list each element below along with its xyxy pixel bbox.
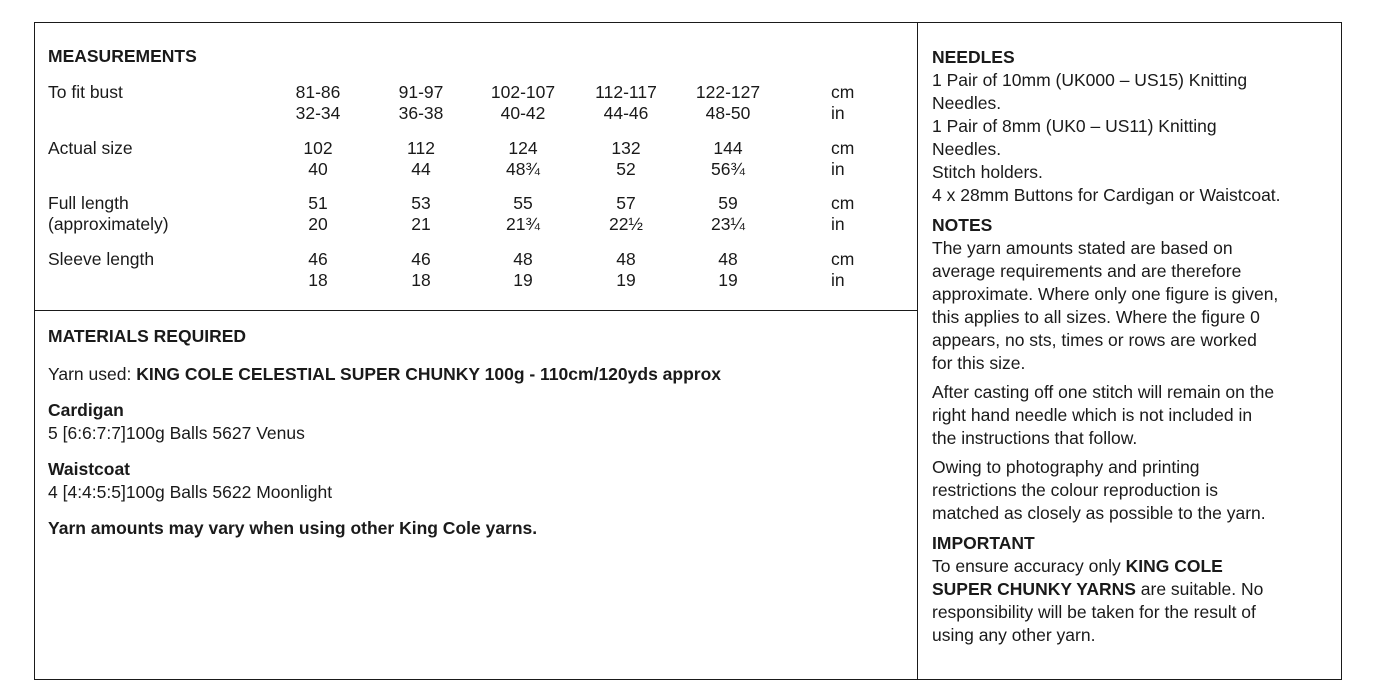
units: cm in xyxy=(831,193,855,234)
size-2-value: 46 18 xyxy=(411,249,431,290)
units: cm in xyxy=(831,249,855,290)
size-4-value: 57 22½ xyxy=(608,193,644,234)
section-divider xyxy=(34,310,918,311)
yarn-variation-note: Yarn amounts may vary when using other King Cole yarns. xyxy=(48,518,538,538)
size-5-value: 144 56¾ xyxy=(710,138,746,179)
measurement-row-bust xyxy=(0,82,917,126)
row-label: Sleeve length xyxy=(48,249,155,269)
units: cm in xyxy=(831,82,855,123)
notes-heading: NOTES xyxy=(932,215,993,235)
size-3-value: 55 21¾ xyxy=(505,193,541,234)
size-1-value: 46 18 xyxy=(308,249,328,290)
cardigan-yarn-amount: 5 [6:6:7:7]100g Balls 5627 Venus xyxy=(48,423,305,443)
size-3-value: 48 19 xyxy=(513,249,533,290)
size-5-value: 122-127 48-50 xyxy=(695,82,761,123)
needles-list: 1 Pair of 10mm (UK000 – US15) Knitting Needles. 1 Pair of 8mm (UK0 – US11) Knitting Needles. Stitch holders. 4 x 28mm Buttons for Cardigan or Waistcoat. xyxy=(932,70,1281,205)
important-text: To ensure accuracy only KING COLE SUPER CHUNKY YARNS are suitable. No responsibility will be taken for the result of using any other yarn. xyxy=(932,556,1264,645)
needles-heading: NEEDLES xyxy=(932,47,1015,67)
size-4-value: 112-117 44-46 xyxy=(595,82,657,123)
size-2-value: 91-97 36-38 xyxy=(398,82,444,123)
size-5-value: 48 19 xyxy=(718,249,738,290)
size-2-value: 112 44 xyxy=(407,138,435,179)
measurement-row-actual-size xyxy=(0,138,917,182)
size-4-value: 132 52 xyxy=(611,138,641,179)
notes-paragraph-2: After casting off one stitch will remain on the right hand needle which is not included in the instructions that follow. xyxy=(932,382,1275,448)
size-1-value: 102 40 xyxy=(303,138,333,179)
size-5-value: 59 23¼ xyxy=(710,193,746,234)
row-label: Actual size xyxy=(48,138,133,158)
measurement-row-sleeve-length xyxy=(0,249,917,293)
important-heading: IMPORTANT xyxy=(932,533,1035,553)
materials-heading: MATERIALS REQUIRED xyxy=(48,326,247,346)
size-3-value: 102-107 40-42 xyxy=(490,82,556,123)
size-1-value: 81-86 32-34 xyxy=(295,82,341,123)
size-1-value: 51 20 xyxy=(308,193,328,234)
notes-paragraph-3: Owing to photography and printing restrictions the colour reproduction is matched as closely as possible to the yarn. xyxy=(932,457,1266,523)
waistcoat-yarn-amount: 4 [4:4:5:5]100g Balls 5622 Moonlight xyxy=(48,482,333,502)
waistcoat-title: Waistcoat xyxy=(48,459,131,479)
size-2-value: 53 21 xyxy=(411,193,431,234)
measurements-heading: MEASUREMENTS xyxy=(48,46,197,66)
size-4-value: 48 19 xyxy=(616,249,636,290)
units: cm in xyxy=(831,138,855,179)
measurement-row-full-length xyxy=(0,193,917,237)
size-3-value: 124 48¾ xyxy=(505,138,541,179)
column-divider xyxy=(917,22,918,680)
row-label: Full length (approximately) xyxy=(48,193,169,234)
row-label: To fit bust xyxy=(48,82,123,102)
cardigan-title: Cardigan xyxy=(48,400,124,420)
yarn-used: Yarn used: KING COLE CELESTIAL SUPER CHUNKY 100g - 110cm/120yds approx xyxy=(48,364,722,384)
notes-paragraph-1: The yarn amounts stated are based on average requirements and are therefore approximate. Where only one figure is given, this applies to all sizes. Where the figure 0 appears, no sts, times or rows are worked for this size. xyxy=(932,238,1279,373)
right-column xyxy=(932,45,1337,647)
